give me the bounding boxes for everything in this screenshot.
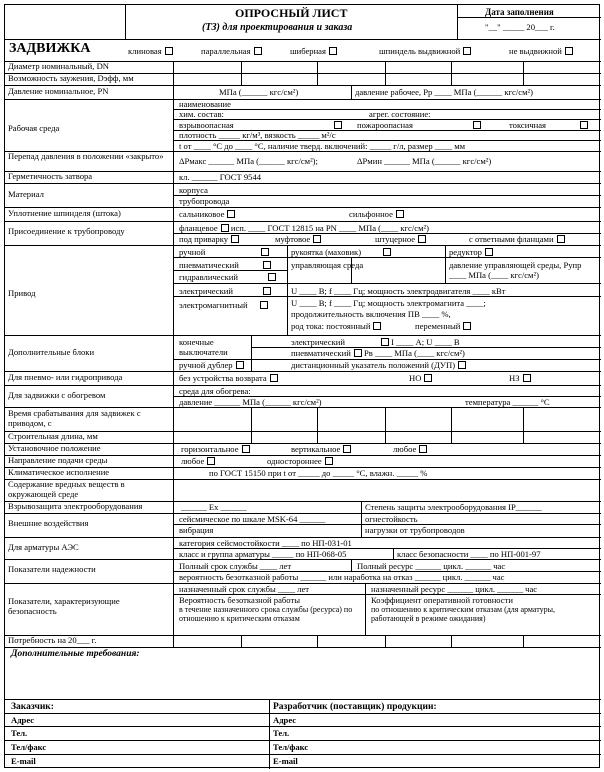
reliability-label: Показатели надежности: [8, 564, 96, 574]
date-field[interactable]: "__" _____ 20___ г.: [485, 22, 555, 32]
heating-temp-field[interactable]: температура ______ °С: [465, 397, 550, 407]
valve-type-wedge[interactable]: клиновая: [128, 46, 173, 56]
dp-max-field[interactable]: ΔPмакс ______ МПа (______ кгс/см²);: [179, 156, 318, 166]
developer-email[interactable]: E-mail: [273, 756, 298, 766]
npp-label: Для арматуры АЭС: [8, 542, 79, 552]
valve-type-parallel[interactable]: параллельная: [201, 46, 262, 56]
medium-name-label: наименование: [179, 99, 231, 109]
medium-temp-field[interactable]: t от ____ °С до ____ °С, наличие тверд. включений: _____ г/л, размер ____ мм: [179, 141, 466, 151]
drive-pneumatic[interactable]: пневматический: [179, 260, 271, 270]
extra-remote-indicator[interactable]: дистанционный указатель положений (ДУП): [291, 360, 466, 370]
extra-label: Дополнительные блоки: [8, 347, 95, 357]
pwork-field[interactable]: давление рабочее, Pр ____ МПа (______ кгс/см²): [355, 87, 533, 97]
flow-any[interactable]: любое: [181, 456, 215, 466]
drive-electromagnetic[interactable]: электромагнитный: [179, 300, 268, 310]
medium-fire[interactable]: пожароопасная: [357, 120, 481, 130]
customer-phone[interactable]: Тел.: [11, 728, 28, 738]
seal-gland[interactable]: сальниковое: [179, 209, 235, 219]
flow-label: Направление подачи среды: [8, 455, 108, 465]
ext-fire-field[interactable]: огнестойкость: [365, 514, 418, 524]
connection-label: Присоединение к трубопроводу: [8, 226, 125, 236]
demand-label: Потребность на 20___ г.: [8, 635, 97, 645]
drive-em-duty[interactable]: продолжительность включения ПВ ____ %,: [291, 309, 451, 319]
conn-coupling[interactable]: муфтовое: [275, 234, 321, 244]
conn-counter[interactable]: с ответными фланцами: [469, 234, 565, 244]
customer-label: Заказчик:: [11, 702, 54, 712]
npp-category-field[interactable]: категория сейсмостойкости ____ по НП-031-01: [179, 538, 352, 548]
medium-explosive[interactable]: взрывоопасная: [179, 120, 342, 130]
install-vertical[interactable]: вертикальное: [291, 444, 351, 454]
drive-manual[interactable]: ручной: [179, 247, 269, 257]
additional-requirements[interactable]: Дополнительные требования:: [11, 649, 140, 659]
install-label: Установочное положение: [8, 443, 101, 453]
drive-em-params[interactable]: U ____ В; f ____ Гц; мощность электромагнита ____;: [291, 298, 486, 308]
saf-life-field[interactable]: назначенный срок службы ____ лет: [179, 584, 310, 594]
drive-electric[interactable]: электрический: [179, 286, 271, 296]
heating-medium-field[interactable]: среда для обогрева:: [179, 386, 251, 396]
conn-weld[interactable]: под приварку: [179, 234, 239, 244]
saf-resource-field[interactable]: назначенный ресурс ______ цикл. ______ час: [371, 584, 538, 594]
date-label: Дата заполнения: [485, 7, 554, 17]
medium-state-field[interactable]: агрег. состояние:: [369, 109, 431, 119]
ex-field[interactable]: ______ Ex ______: [181, 502, 247, 512]
drive-control-pressure[interactable]: давление управляющей среды, Pупр ____ МПа (____ кгс/см²): [449, 260, 582, 280]
npp-class-field[interactable]: класс и группа арматуры _____ по НП-068-05: [179, 549, 347, 559]
developer-label: Разработчик (поставщик) продукции:: [273, 702, 437, 712]
extra-pneumatic[interactable]: пневматический Pв ____ МПа (____ кгс/см²): [291, 348, 465, 358]
extra-manual-dub[interactable]: ручной дублер: [179, 360, 244, 370]
ext-seismic-field[interactable]: сейсмическое по шкале MSK-64 ______: [179, 514, 326, 524]
developer-fax[interactable]: Тел/факс: [273, 742, 309, 752]
climate-label: Климатическое исполнение: [8, 467, 110, 477]
medium-chem-field[interactable]: хим. состав:: [179, 109, 224, 119]
customer-address[interactable]: Адрес: [11, 715, 35, 725]
rel-prob-field[interactable]: вероятность безотказной работы ______ или наработка на отказ ______ цикл. ______ час: [179, 572, 505, 582]
saf-prob-text: в течение назначенного срока службы (ресурса) по отношению к критическим отказам: [179, 605, 353, 623]
drive-em-current[interactable]: род тока: постоянный: [291, 321, 381, 331]
pneumo-nz[interactable]: НЗ: [509, 373, 531, 383]
pneumo-norestore[interactable]: без устройства возврата: [179, 373, 278, 383]
material-label: Материал: [8, 189, 44, 199]
conn-pin[interactable]: штуцерное: [375, 234, 426, 244]
length-label: Строительная длина, мм: [8, 431, 98, 441]
form-title: ОПРОСНЫЙ ЛИСТ: [235, 6, 348, 20]
npp-safety-field[interactable]: класс безопасности ____ по НП-001-97: [397, 549, 541, 559]
conn-flange[interactable]: фланцевое исп. ____ ГОСТ 12815 на PN ____ МПа (____ кгс/см²): [179, 223, 429, 233]
customer-fax[interactable]: Тел/факс: [11, 742, 47, 752]
rel-life-field[interactable]: Полный срок службы ____ лет: [179, 561, 292, 571]
heating-label: Для задвижки с обогревом: [8, 390, 106, 400]
pneumo-label: Для пневмо- или гидропривода: [8, 372, 123, 382]
drive-label: Привод: [8, 288, 36, 298]
seal-bellows[interactable]: сильфонное: [349, 209, 404, 219]
dp-min-field[interactable]: ΔPмин ______ МПа (______ кгс/см²): [357, 156, 492, 166]
seal-label: Уплотнение шпинделя (штока): [8, 208, 121, 218]
pneumo-no[interactable]: НО: [409, 373, 432, 383]
ext-pipe-field[interactable]: нагрузки от трубопроводов: [365, 525, 465, 535]
extra-limit-switch: конечные выключатели: [179, 337, 228, 357]
valve-type-gate[interactable]: шиберная: [290, 46, 337, 56]
valve-title: ЗАДВИЖКА: [9, 41, 91, 56]
extra-electric[interactable]: электрический I ____ А; U ____ В: [291, 337, 460, 347]
questionnaire-form: [4, 4, 600, 768]
rel-resource-field[interactable]: Полный ресурс ______ цикл. ______ час: [357, 561, 506, 571]
dp-label: Перепад давления в положении «закрыто»: [8, 151, 164, 161]
pn-label: Давление номинальное, PN: [8, 86, 109, 96]
drive-hydraulic[interactable]: гидравлический: [179, 272, 276, 282]
ex-label: Взрывозащита электрооборудования: [8, 501, 143, 511]
drive-em-ac[interactable]: переменный: [415, 321, 471, 331]
medium-toxic[interactable]: токсичная: [509, 120, 588, 130]
valve-type-nonrising[interactable]: не выдвижной: [509, 46, 573, 56]
ip-field[interactable]: Степень защиты электрооборудования IP______: [365, 502, 542, 512]
valve-type-rising[interactable]: шпиндель выдвижной: [379, 46, 471, 56]
developer-phone[interactable]: Тел.: [273, 728, 290, 738]
climate-field[interactable]: по ГОСТ 15150 при t от _____ до _____ °С, влажн. _____ %: [209, 468, 428, 478]
medium-density-field[interactable]: плотность _____ кг/м³, вязкость _____ м²/с: [179, 130, 336, 140]
customer-email[interactable]: E-mail: [11, 756, 36, 766]
safety-label: Показатели, характеризующие безопасность: [8, 596, 120, 616]
tightness-label: Герметичность затвора: [8, 171, 93, 181]
harmful-label: Содержание вредных веществ в окружающей среде: [8, 479, 125, 499]
response-label: Время срабатывания для задвижек с приводом, с: [8, 408, 141, 428]
drive-gear[interactable]: редуктор: [449, 247, 493, 257]
material-pipe-field[interactable]: трубопровода: [179, 196, 230, 206]
drive-handwheel[interactable]: рукоятка (маховик): [291, 247, 391, 257]
developer-address[interactable]: Адрес: [273, 715, 297, 725]
install-horizontal[interactable]: горизонтальное: [181, 444, 250, 454]
material-body-field[interactable]: корпуса: [179, 185, 208, 195]
saf-coef-text: по отношению к критическим отказам (для арматуры, работающей в режиме ожидания): [371, 605, 556, 623]
medium-label: Рабочая среда: [8, 123, 60, 133]
pn-field[interactable]: МПа (______ кгс/см²): [219, 87, 299, 97]
tightness-field[interactable]: кл. ______ ГОСТ 9544: [179, 172, 262, 182]
install-any[interactable]: любое: [393, 444, 427, 454]
drive-control-medium[interactable]: управляющая среда: [291, 260, 364, 270]
form-subtitle: (ТЗ) для проектирования и заказа: [202, 22, 353, 33]
heating-pressure-field[interactable]: давление ______ МПа (______ кгс/см²): [179, 397, 322, 407]
deff-label: Возможность заужения, Dэфф, мм: [8, 73, 134, 83]
ext-vibration-field[interactable]: вибрация: [179, 525, 214, 535]
flow-one[interactable]: одностороннее: [267, 456, 333, 466]
saf-prob-title: Вероятность безотказной работы: [179, 595, 300, 605]
drive-electric-params[interactable]: U ____ В; f ____ Гц; мощность электродвигателя ____ кВт: [291, 286, 506, 296]
external-label: Внешние воздействия: [8, 518, 89, 528]
dn-label: Диаметр номинальный, DN: [8, 61, 109, 71]
saf-coef-title: Коэффициент оперативной готовности: [371, 595, 513, 605]
